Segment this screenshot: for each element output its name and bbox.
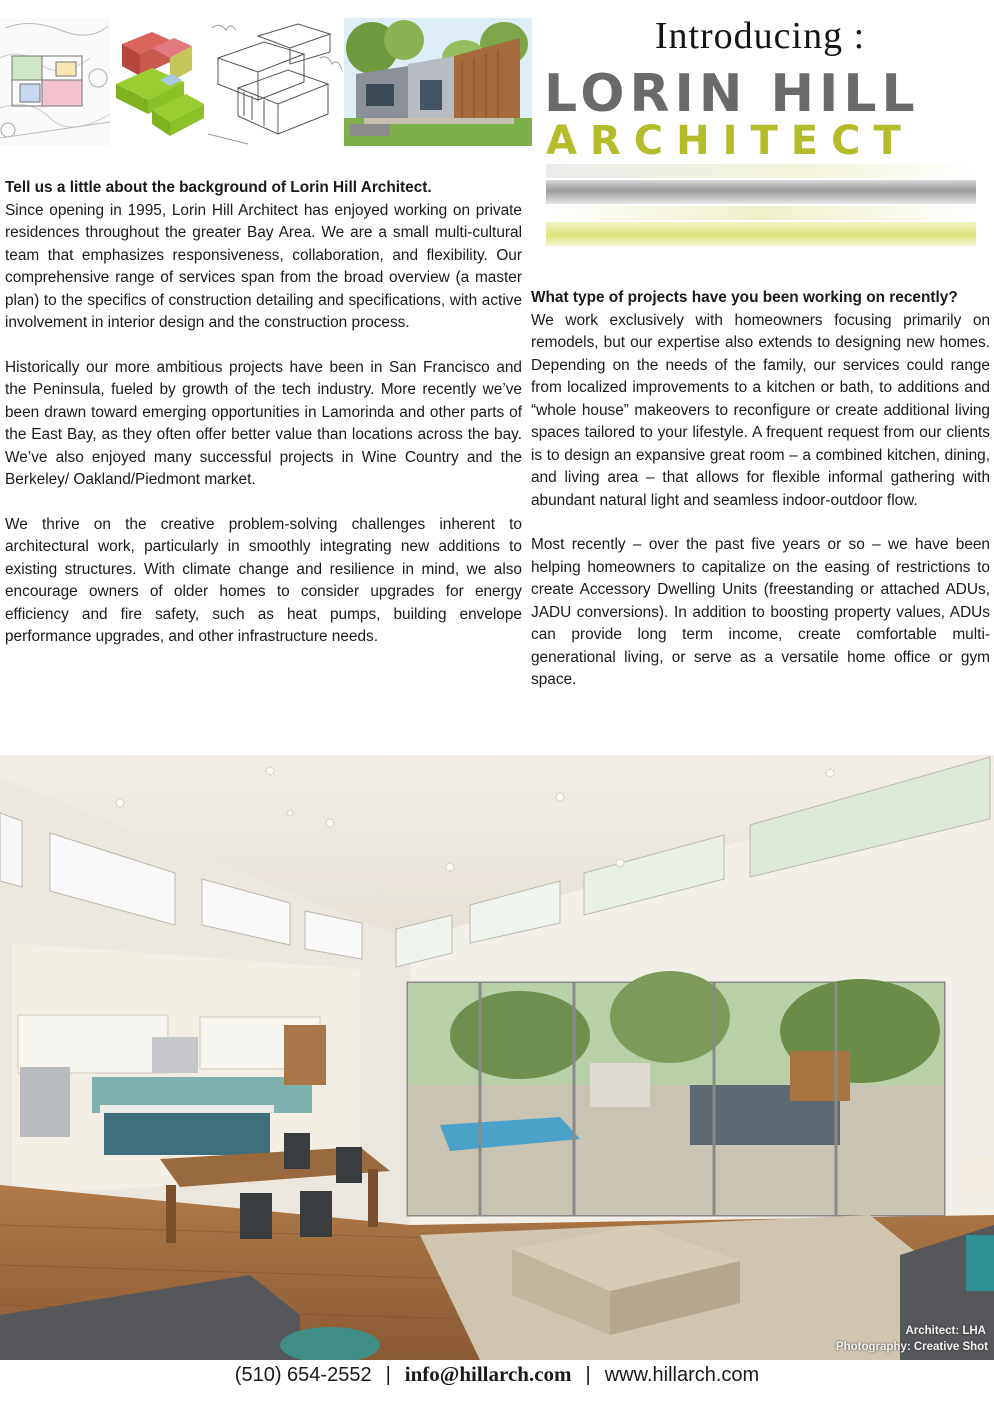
logo-bar bbox=[546, 206, 976, 220]
introducing-heading: Introducing : bbox=[654, 15, 866, 57]
logo-bar bbox=[546, 222, 976, 246]
separator: | bbox=[385, 1364, 391, 1386]
logo-bar bbox=[546, 180, 976, 204]
paragraph: Historically our more ambitious projects have been in San Francisco and the Peninsula, fueled by growth of the tech industry. More recently we’ve been drawn toward emerging opportunities in Lamorinda and other parts of the East Bay, as they often offer better value than locations across the bay. We’ve also enjoyed many successful projects in Wine Country and the Berkeley/ Oakland/Piedmont market. bbox=[5, 358, 522, 488]
paragraph: We work exclusively with homeowners focusing primarily on remodels, but our expertise also extends to designing new homes. Depending on the needs of the family, our services could range from localized improvements to a kitchen or bath, to additions and “whole house” makeovers to reconfigure or create additional living spaces tailored to your lifestyle. A frequent request from our clients is to design an expansive great room – a combined kitchen, dining, and living area – that allows for flexible informal gathering with abundant natural light and seamless indoor-outdoor flow. bbox=[531, 311, 990, 509]
photo-credit-photographer: Photography: Creative Shot bbox=[835, 1341, 988, 1353]
question-heading: Tell us a little about the background of Lorin Hill Architect. bbox=[5, 179, 432, 196]
left-column bbox=[5, 177, 522, 649]
thumbnail-strip bbox=[0, 18, 532, 146]
contact-footer bbox=[0, 1362, 994, 1392]
site-plan-drawing bbox=[0, 18, 110, 146]
email-link[interactable]: info@hillarch.com bbox=[404, 1362, 572, 1386]
paragraph: Most recently – over the past five years or so – we have been helping homeowners to capitalize on the easing of restrictions to create Accessory Dwelling Units (freestanding or attached ADUs, JADU conversions). In addition to boosting property values, ADUs can provide long term income, create comfortable multi-generational living, or serve as a versatile home office or gym space. bbox=[531, 536, 990, 688]
logo-subtitle: ARCHITECT bbox=[546, 118, 914, 164]
photo-credit-architect: Architect: LHA bbox=[905, 1325, 986, 1337]
website-link[interactable]: www.hillarch.com bbox=[604, 1364, 760, 1386]
great-room-photo bbox=[0, 755, 994, 1360]
pencil-sketch bbox=[208, 18, 342, 146]
logo-name: LORIN HILL bbox=[544, 64, 920, 124]
right-column bbox=[531, 287, 990, 692]
question-heading: What type of projects have you been working on recently? bbox=[531, 289, 958, 306]
paragraph: Since opening in 1995, Lorin Hill Architect has enjoyed working on private residences throughout the greater Bay Area. We are a small multi-cultural team that emphasizes responsiveness, collaboration, and flexibility. Our comprehensive range of services span from the broad overview (a master plan) to the specifics of construction detailing and specifications, with active involvement in interior design and the construction process. bbox=[5, 201, 522, 331]
separator: | bbox=[585, 1364, 591, 1386]
house-rendering bbox=[344, 18, 532, 146]
paragraph: We thrive on the creative problem-solving challenges inherent to architectural work, particularly in smoothly integrating new additions to existing structures. With climate change and resilience in mind, we also encourage owners of older homes to consider upgrades for energy efficiency and fire safety, such as heat pumps, building envelope performance upgrades, and other infrastructure needs. bbox=[5, 515, 522, 645]
phone-number: (510) 654-2552 bbox=[234, 1364, 372, 1386]
logo-bar bbox=[546, 164, 976, 178]
massing-model bbox=[112, 18, 206, 146]
